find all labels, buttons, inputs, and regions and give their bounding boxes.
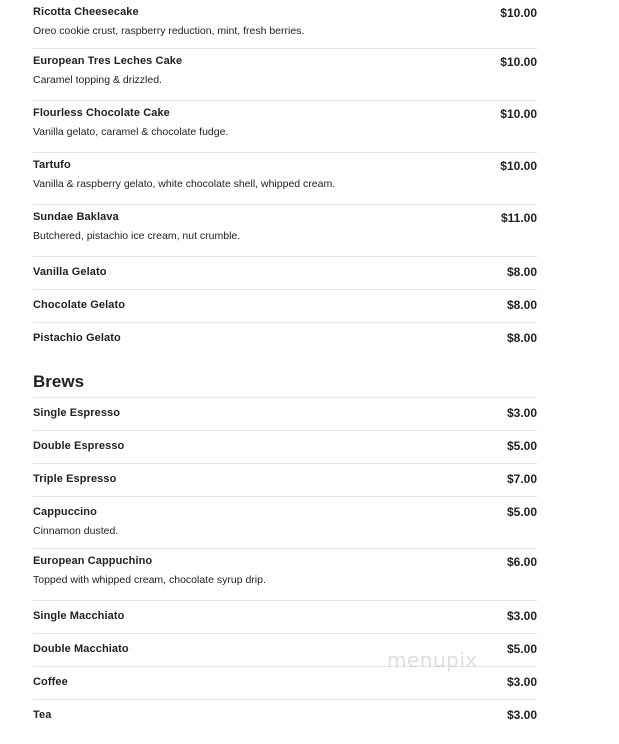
item-name: Sundae Baklava: [33, 211, 119, 223]
item-description: Cinnamon dusted.: [33, 525, 119, 537]
item-price: $10.00: [500, 107, 537, 121]
item-name: Vanilla Gelato: [33, 266, 107, 278]
menu-item: [33, 323, 537, 356]
item-description: Oreo cookie crust, raspberry reduction, mint, fresh berries.: [33, 25, 305, 37]
menu-item: [33, 257, 537, 290]
menu-item: [33, 398, 537, 431]
menu: [33, 0, 537, 733]
brews-list: [33, 398, 537, 733]
item-name: Flourless Chocolate Cake: [33, 107, 170, 119]
item-name: Triple Espresso: [33, 473, 117, 485]
item-name: Pistachio Gelato: [33, 332, 121, 344]
section-title: Brews: [33, 372, 85, 391]
item-name: Cappuccino: [33, 506, 97, 518]
item-price: $11.00: [500, 211, 537, 225]
item-price: $10.00: [500, 55, 537, 69]
item-description: Vanilla & raspberry gelato, white chocolate shell, whipped cream.: [33, 178, 336, 190]
menu-item: [33, 0, 537, 49]
menu-item: [33, 464, 537, 497]
item-price: $3.00: [506, 675, 537, 689]
item-price: $3.00: [506, 406, 537, 420]
watermark-logo: menupix: [387, 648, 478, 672]
menu-item: [33, 497, 537, 549]
menu-item: [33, 49, 537, 101]
item-name: Ricotta Cheesecake: [33, 6, 139, 18]
item-description: Caramel topping & drizzled.: [33, 74, 162, 86]
item-price: $3.00: [506, 708, 537, 722]
menu-item: [33, 431, 537, 464]
item-price: $10.00: [500, 159, 537, 173]
item-name: Single Macchiato: [33, 610, 125, 622]
brews-section-header: [33, 356, 537, 398]
item-description: Topped with whipped cream, chocolate syrup drip.: [33, 574, 266, 586]
item-price: $8.00: [506, 298, 537, 312]
item-name: Tea: [33, 709, 52, 721]
item-price: $6.00: [506, 555, 537, 569]
item-name: Coffee: [33, 676, 68, 688]
item-name: Single Espresso: [33, 407, 121, 419]
menu-item: [33, 601, 537, 634]
item-description: Vanilla gelato, caramel & chocolate fudge.: [33, 126, 229, 138]
item-price: $8.00: [506, 331, 537, 345]
item-description: Butchered, pistachio ice cream, nut crumble.: [33, 230, 241, 242]
item-price: $8.00: [506, 265, 537, 279]
item-price: $5.00: [506, 642, 537, 656]
item-price: $10.00: [500, 6, 537, 20]
desserts-list: [33, 0, 537, 356]
item-name: Chocolate Gelato: [33, 299, 126, 311]
item-name: Double Espresso: [33, 440, 125, 452]
menu-item: [33, 700, 537, 733]
item-price: $3.00: [506, 609, 537, 623]
item-price: $5.00: [506, 505, 537, 519]
item-price: $7.00: [506, 472, 537, 486]
item-name: Tartufo: [33, 159, 71, 171]
menu-item: [33, 205, 537, 257]
menu-item: [33, 290, 537, 323]
menu-item: [33, 153, 537, 205]
item-name: Double Macchiato: [33, 643, 129, 655]
menu-item: [33, 101, 537, 153]
item-name: European Tres Leches Cake: [33, 55, 183, 67]
item-name: European Cappuchino: [33, 555, 153, 567]
item-price: $5.00: [506, 439, 537, 453]
menu-item: [33, 549, 537, 601]
